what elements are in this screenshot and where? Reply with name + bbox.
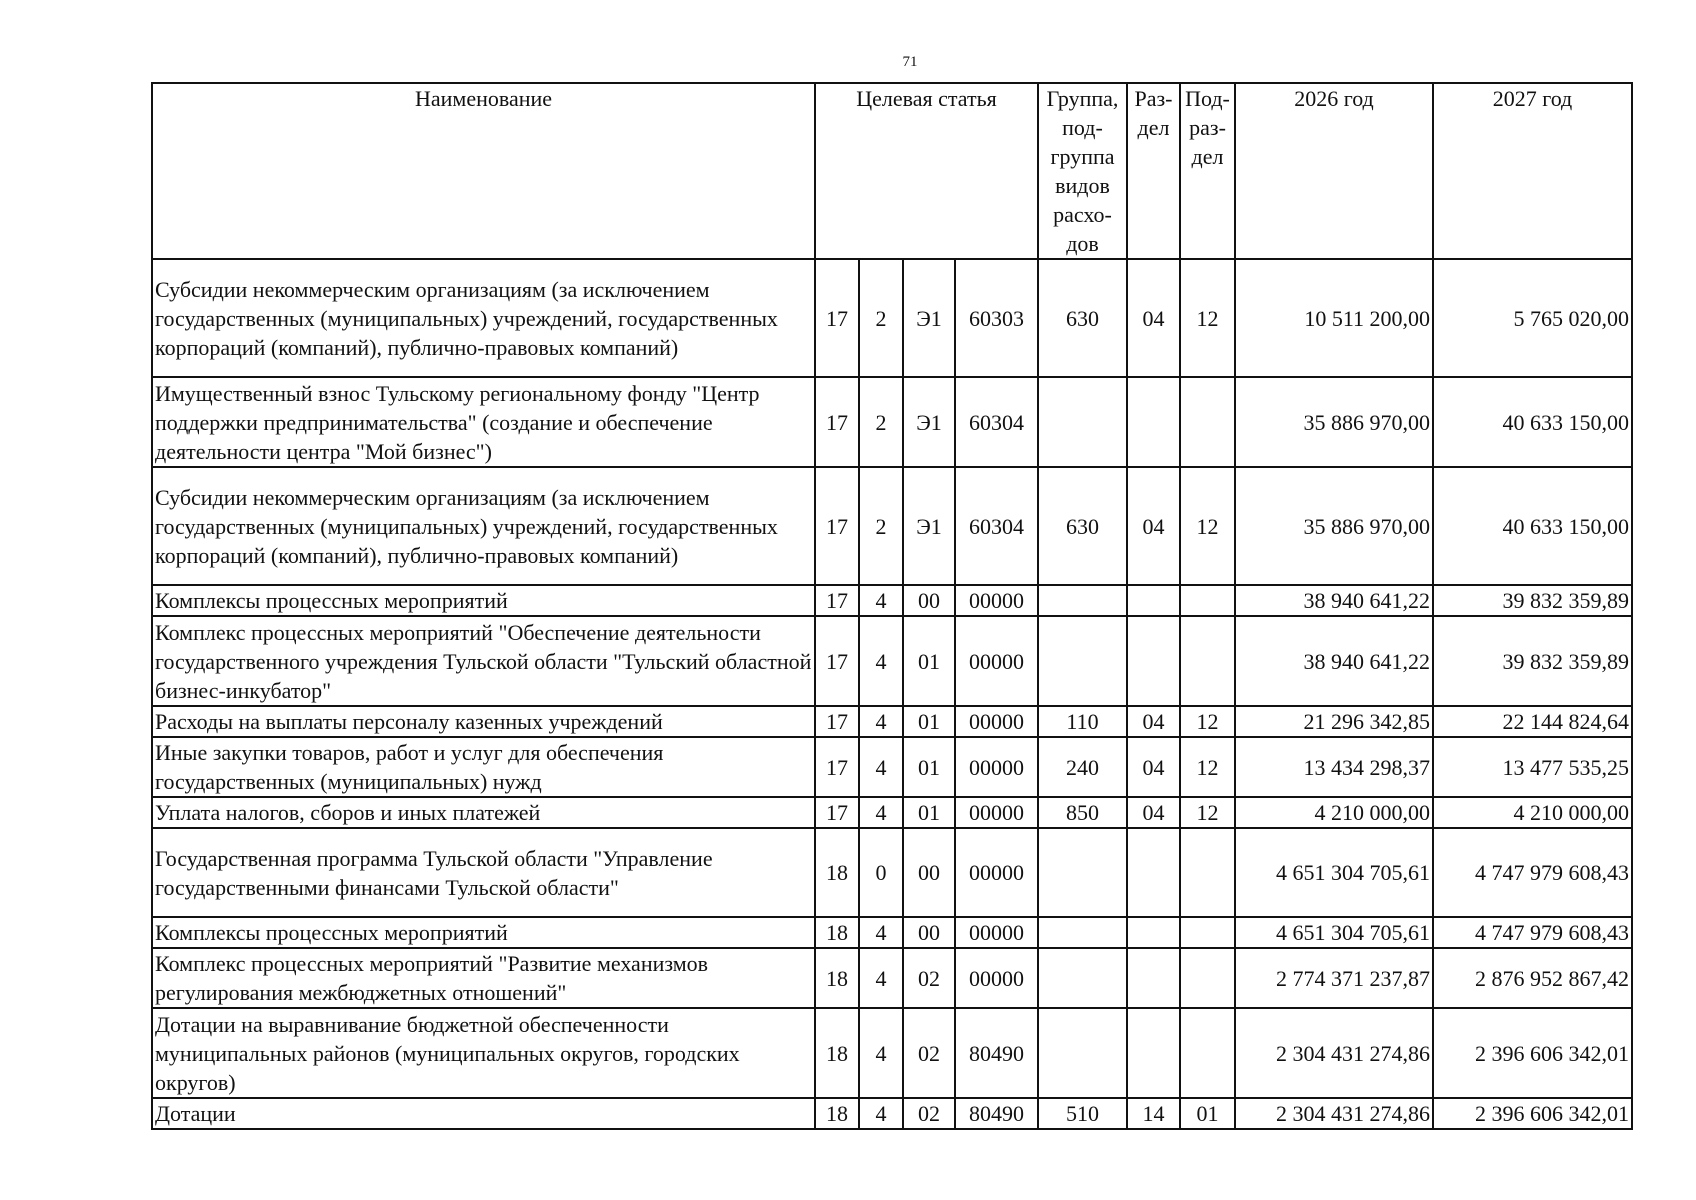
target-code-direction: 60303 bbox=[955, 259, 1038, 377]
target-code-type: 2 bbox=[859, 377, 903, 467]
amount-2027: 4 747 979 608,43 bbox=[1433, 917, 1632, 948]
amount-2027: 4 747 979 608,43 bbox=[1433, 828, 1632, 917]
target-code-type: 4 bbox=[859, 585, 903, 616]
target-code-program: 18 bbox=[815, 1098, 859, 1129]
expense-group: 110 bbox=[1038, 706, 1127, 737]
amount-2027: 39 832 359,89 bbox=[1433, 616, 1632, 706]
amount-2026: 2 304 431 274,86 bbox=[1235, 1008, 1433, 1098]
amount-2026: 2 304 431 274,86 bbox=[1235, 1098, 1433, 1129]
subsection-code: 12 bbox=[1180, 737, 1235, 797]
target-code-direction: 00000 bbox=[955, 585, 1038, 616]
header-name: Наименование bbox=[152, 83, 815, 259]
amount-2027: 39 832 359,89 bbox=[1433, 585, 1632, 616]
target-code-program: 18 bbox=[815, 828, 859, 917]
table-row bbox=[152, 467, 1632, 585]
row-name: Имущественный взнос Тульскому региональному фонду "Центр поддержки предпринимательства" (создание и обеспечение деятельности центра "Мой бизнес") bbox=[152, 377, 815, 467]
table-row bbox=[152, 259, 1632, 377]
target-code-direction: 00000 bbox=[955, 948, 1038, 1008]
row-name: Уплата налогов, сборов и иных платежей bbox=[152, 797, 815, 828]
target-code-direction: 60304 bbox=[955, 467, 1038, 585]
amount-2027: 2 876 952 867,42 bbox=[1433, 948, 1632, 1008]
target-code-direction: 80490 bbox=[955, 1008, 1038, 1098]
amount-2026: 35 886 970,00 bbox=[1235, 377, 1433, 467]
target-code-event: Э1 bbox=[903, 259, 955, 377]
target-code-program: 17 bbox=[815, 259, 859, 377]
table-row bbox=[152, 377, 1632, 467]
section-code bbox=[1127, 917, 1180, 948]
row-name: Иные закупки товаров, работ и услуг для обеспечения государственных (муниципальных) нужд bbox=[152, 737, 815, 797]
expense-group bbox=[1038, 616, 1127, 706]
target-code-event: 00 bbox=[903, 917, 955, 948]
expense-group bbox=[1038, 1008, 1127, 1098]
section-code: 04 bbox=[1127, 259, 1180, 377]
amount-2027: 2 396 606 342,01 bbox=[1433, 1098, 1632, 1129]
header-year-2027: 2027 год bbox=[1433, 83, 1632, 259]
target-code-type: 4 bbox=[859, 1008, 903, 1098]
section-code bbox=[1127, 616, 1180, 706]
amount-2026: 35 886 970,00 bbox=[1235, 467, 1433, 585]
target-code-type: 4 bbox=[859, 917, 903, 948]
subsection-code bbox=[1180, 917, 1235, 948]
subsection-code: 12 bbox=[1180, 797, 1235, 828]
amount-2027: 5 765 020,00 bbox=[1433, 259, 1632, 377]
subsection-code: 01 bbox=[1180, 1098, 1235, 1129]
section-code bbox=[1127, 828, 1180, 917]
target-code-type: 4 bbox=[859, 737, 903, 797]
amount-2026: 38 940 641,22 bbox=[1235, 585, 1433, 616]
target-code-event: 02 bbox=[903, 1008, 955, 1098]
row-name: Дотации на выравнивание бюджетной обеспеченности муниципальных районов (муниципальных округов, городских округов) bbox=[152, 1008, 815, 1098]
section-code bbox=[1127, 1008, 1180, 1098]
target-code-direction: 60304 bbox=[955, 377, 1038, 467]
target-code-type: 2 bbox=[859, 259, 903, 377]
table-row bbox=[152, 797, 1632, 828]
amount-2026: 4 651 304 705,61 bbox=[1235, 828, 1433, 917]
target-code-direction: 00000 bbox=[955, 616, 1038, 706]
amount-2026: 4 210 000,00 bbox=[1235, 797, 1433, 828]
target-code-event: 00 bbox=[903, 585, 955, 616]
subsection-code bbox=[1180, 828, 1235, 917]
table-row bbox=[152, 616, 1632, 706]
target-code-event: 01 bbox=[903, 797, 955, 828]
table-row bbox=[152, 828, 1632, 917]
section-code bbox=[1127, 377, 1180, 467]
expense-group: 240 bbox=[1038, 737, 1127, 797]
expense-group bbox=[1038, 585, 1127, 616]
row-name: Комплексы процессных мероприятий bbox=[152, 585, 815, 616]
expense-group: 630 bbox=[1038, 259, 1127, 377]
target-code-direction: 00000 bbox=[955, 797, 1038, 828]
target-code-program: 17 bbox=[815, 585, 859, 616]
target-code-program: 17 bbox=[815, 467, 859, 585]
target-code-type: 2 bbox=[859, 467, 903, 585]
expense-group bbox=[1038, 377, 1127, 467]
amount-2026: 21 296 342,85 bbox=[1235, 706, 1433, 737]
table-row bbox=[152, 1008, 1632, 1098]
row-name: Субсидии некоммерческим организациям (за исключением государственных (муниципальных) учреждений, государственных корпораций (компаний), публично-правовых компаний) bbox=[152, 467, 815, 585]
section-code: 04 bbox=[1127, 467, 1180, 585]
row-name: Комплекс процессных мероприятий "Развитие механизмов регулирования межбюджетных отношений" bbox=[152, 948, 815, 1008]
target-code-type: 0 bbox=[859, 828, 903, 917]
target-code-program: 17 bbox=[815, 737, 859, 797]
section-code: 04 bbox=[1127, 706, 1180, 737]
target-code-type: 4 bbox=[859, 706, 903, 737]
amount-2027: 13 477 535,25 bbox=[1433, 737, 1632, 797]
subsection-code: 12 bbox=[1180, 467, 1235, 585]
expense-group: 510 bbox=[1038, 1098, 1127, 1129]
target-code-event: 01 bbox=[903, 706, 955, 737]
amount-2027: 22 144 824,64 bbox=[1433, 706, 1632, 737]
row-name: Комплексы процессных мероприятий bbox=[152, 917, 815, 948]
amount-2027: 4 210 000,00 bbox=[1433, 797, 1632, 828]
target-code-program: 17 bbox=[815, 616, 859, 706]
header-subsection: Под-раз-дел bbox=[1180, 83, 1235, 259]
section-code: 04 bbox=[1127, 797, 1180, 828]
subsection-code bbox=[1180, 377, 1235, 467]
target-code-program: 17 bbox=[815, 377, 859, 467]
subsection-code bbox=[1180, 1008, 1235, 1098]
subsection-code: 12 bbox=[1180, 706, 1235, 737]
table-row bbox=[152, 737, 1632, 797]
header-group: Группа, под-группа видов расхо-дов bbox=[1038, 83, 1127, 259]
table-row bbox=[152, 585, 1632, 616]
table-row bbox=[152, 948, 1632, 1008]
amount-2026: 13 434 298,37 bbox=[1235, 737, 1433, 797]
amount-2026: 38 940 641,22 bbox=[1235, 616, 1433, 706]
subsection-code bbox=[1180, 585, 1235, 616]
target-code-type: 4 bbox=[859, 948, 903, 1008]
amount-2026: 4 651 304 705,61 bbox=[1235, 917, 1433, 948]
target-code-event: 00 bbox=[903, 828, 955, 917]
target-code-direction: 00000 bbox=[955, 917, 1038, 948]
target-code-event: 01 bbox=[903, 737, 955, 797]
expense-group: 630 bbox=[1038, 467, 1127, 585]
table-row bbox=[152, 1098, 1632, 1129]
row-name: Расходы на выплаты персоналу казенных учреждений bbox=[152, 706, 815, 737]
target-code-program: 18 bbox=[815, 1008, 859, 1098]
table-row bbox=[152, 706, 1632, 737]
target-code-program: 17 bbox=[815, 706, 859, 737]
target-code-type: 4 bbox=[859, 797, 903, 828]
subsection-code bbox=[1180, 616, 1235, 706]
subsection-code bbox=[1180, 948, 1235, 1008]
target-code-event: 02 bbox=[903, 1098, 955, 1129]
target-code-type: 4 bbox=[859, 616, 903, 706]
target-code-type: 4 bbox=[859, 1098, 903, 1129]
amount-2026: 10 511 200,00 bbox=[1235, 259, 1433, 377]
header-row bbox=[152, 83, 1632, 259]
target-code-direction: 80490 bbox=[955, 1098, 1038, 1129]
subsection-code: 12 bbox=[1180, 259, 1235, 377]
row-name: Комплекс процессных мероприятий "Обеспечение деятельности государственного учреждения Тульской области "Тульский областной бизнес-инкубатор" bbox=[152, 616, 815, 706]
page-number: 71 bbox=[902, 54, 918, 70]
target-code-event: 02 bbox=[903, 948, 955, 1008]
section-code: 04 bbox=[1127, 737, 1180, 797]
table-row bbox=[152, 917, 1632, 948]
target-code-direction: 00000 bbox=[955, 828, 1038, 917]
target-code-direction: 00000 bbox=[955, 737, 1038, 797]
expense-group: 850 bbox=[1038, 797, 1127, 828]
row-name: Государственная программа Тульской области "Управление государственными финансами Тульской области" bbox=[152, 828, 815, 917]
target-code-program: 18 bbox=[815, 917, 859, 948]
row-name: Субсидии некоммерческим организациям (за исключением государственных (муниципальных) учреждений, государственных корпораций (компаний), публично-правовых компаний) bbox=[152, 259, 815, 377]
target-code-event: Э1 bbox=[903, 377, 955, 467]
section-code: 14 bbox=[1127, 1098, 1180, 1129]
expense-group bbox=[1038, 828, 1127, 917]
header-target-article: Целевая статья bbox=[815, 83, 1038, 259]
section-code bbox=[1127, 948, 1180, 1008]
target-code-event: Э1 bbox=[903, 467, 955, 585]
expense-group bbox=[1038, 948, 1127, 1008]
row-name: Дотации bbox=[152, 1098, 815, 1129]
amount-2027: 40 633 150,00 bbox=[1433, 377, 1632, 467]
amount-2027: 2 396 606 342,01 bbox=[1433, 1008, 1632, 1098]
header-year-2026: 2026 год bbox=[1235, 83, 1433, 259]
target-code-event: 01 bbox=[903, 616, 955, 706]
header-section: Раз-дел bbox=[1127, 83, 1180, 259]
target-code-program: 17 bbox=[815, 797, 859, 828]
target-code-program: 18 bbox=[815, 948, 859, 1008]
budget-table bbox=[151, 82, 1633, 1130]
section-code bbox=[1127, 585, 1180, 616]
expense-group bbox=[1038, 917, 1127, 948]
target-code-direction: 00000 bbox=[955, 706, 1038, 737]
amount-2027: 40 633 150,00 bbox=[1433, 467, 1632, 585]
amount-2026: 2 774 371 237,87 bbox=[1235, 948, 1433, 1008]
